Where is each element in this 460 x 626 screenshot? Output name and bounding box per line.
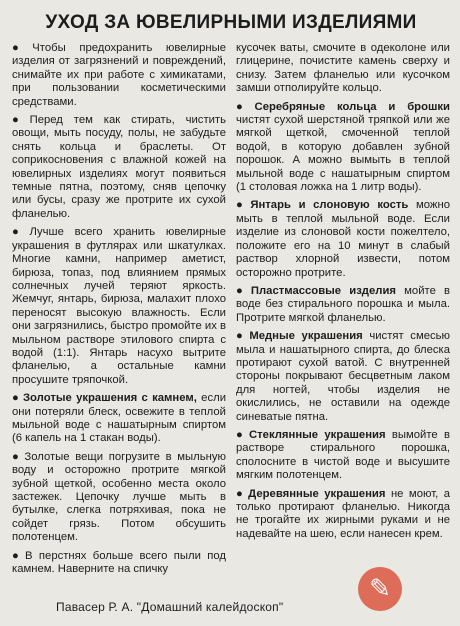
paragraph-text: кусочек ваты, смочите в одеколоне или глицерине, почистите камень сверху и снизу. Затем фланелью или кусочком замши отполируйте кольцо. (236, 42, 450, 95)
paragraph-text: мойте в воде без стирального порошка и мыла. Протрите мягкой фланелью. (236, 284, 451, 324)
paragraph-text: можно мыть в теплой мыльной воде. Если изделие из слоновой кости пожелтело, положите его на 10 минут в слабый раствор хлорной извести, потом осторожно протрите. (236, 199, 450, 279)
watermark-logo (358, 567, 402, 611)
paragraph (236, 330, 450, 424)
paragraph (236, 101, 450, 195)
paragraph-heading: Золотые украшения с камнем, (22, 392, 197, 405)
paragraph-text: Перед тем как стирать, чистить овощи, мыть посуду, полы, не забудьте снять кольца и браслеты. От соприкосновения с влажной кожей на ювелирных изделиях могут появиться темные пятна, поэтому, сняв цепочку или бусы, сразу же протрите их сухой фланелью. (12, 114, 226, 220)
paragraph-heading: Пластмассовые изделия (250, 284, 396, 297)
pencil-icon: ✎ (369, 574, 391, 604)
paragraph (236, 429, 450, 483)
paragraph (236, 488, 450, 542)
paragraph-text: не моют, а только протирают фланелью. Никогда не трогайте их жирными руками и не надевайте на шею, если нанесен крем. (236, 487, 451, 540)
paragraph (12, 42, 226, 109)
right-column (236, 42, 450, 581)
bullet-icon: ● (236, 199, 248, 212)
paragraph-heading: Стеклянные украшения (248, 428, 386, 441)
paragraph (12, 550, 226, 577)
paragraph-text: Золотые вещи погрузите в мыльную воду и осторожно протрите мягкой зубной щеткой, особенно места около застежек. Цепочку лучше мыть в бутылке, слегка потряхивая, пока не сойдет грязь. Потом обсушить полотенцем. (12, 450, 227, 544)
bullet-icon: ● (12, 114, 27, 127)
paragraph-text: чистят сухой шерстяной тряпкой или же мягкой щеткой, смоченной теплой водой, в которую добавлен зубной порошок. А можно вымыть в теплой мыльной воде с нашатырным спиртом (1 столовая ложка на 1 литр воды). (236, 114, 450, 194)
paragraph (12, 226, 226, 387)
bullet-icon: ● (12, 549, 23, 562)
bullet-icon: ● (12, 226, 27, 239)
page-title: УХОД ЗА ЮВЕЛИРНЫМИ ИЗДЕЛИЯМИ (45, 12, 417, 33)
paragraph-heading: Янтарь и слоновую кость (250, 199, 409, 212)
paragraph-text: чистят смесью мыла и нашатырного спирта, до блеска протирают сухой ватой. С внутренней стороны покрывают бесцветным лаком для ногтей, чтобы изделия не окислились, не оставили на одежде синеватые пятна. (236, 330, 450, 423)
source-caption: Павасер Р. А. "Домашний калейдоскоп" (56, 600, 284, 614)
paragraph (12, 451, 226, 545)
bullet-icon: ● (12, 450, 22, 463)
text-columns (12, 42, 450, 581)
paragraph-text: вымойте в растворе стирального порошка, сполосните в чистой воде и высушите мягким полотенцем. (236, 428, 451, 482)
paragraph-text: Чтобы предохранить ювелирные изделия от загрязнений и повреждений, снимайте их при работе с химикатами, при пользовании косметическими средствами. (12, 42, 226, 108)
bullet-icon: ● (236, 428, 246, 441)
paragraph (236, 199, 450, 279)
paragraph-heading: Серебряные кольца и брошки (254, 100, 450, 113)
bullet-icon: ● (12, 42, 30, 54)
bullet-icon: ● (236, 284, 248, 297)
paragraph (236, 285, 450, 325)
paragraph-text: если они потеряли блеск, освежите в теплой мыльной воде с нашатырным спиртом (6 капель на 1 стакан воды). (12, 392, 227, 445)
paragraph-heading: Медные украшения (249, 330, 363, 343)
paragraph (12, 114, 226, 221)
paragraph (236, 42, 450, 96)
paragraph-heading: Деревянные украшения (248, 487, 386, 500)
bullet-icon: ● (236, 100, 252, 113)
paragraph-text: Лучше всего хранить ювелирные украшения в футлярах или шкатулках. Многие камни, например аметист, бирюза, топаз, под влиянием прямых солнечных лучей теряют яркость. Жемчуг, янтарь, бирюза, малахит плохо переносят высокую влажность. Если они загрязнились, быстро промойте их в мыльном растворе этилового спирта с водой (1:1). Янтарь насухо вытрите фланелью, а остальные камни просушите тряпочкой. (12, 226, 227, 386)
bullet-icon: ● (12, 392, 20, 405)
bullet-icon: ● (236, 487, 246, 500)
left-column (12, 42, 226, 581)
paragraph (12, 392, 226, 446)
bullet-icon: ● (236, 330, 247, 343)
paragraph-text: В перстнях больше всего пыли под камнем. Наверните на спичку (12, 549, 226, 576)
